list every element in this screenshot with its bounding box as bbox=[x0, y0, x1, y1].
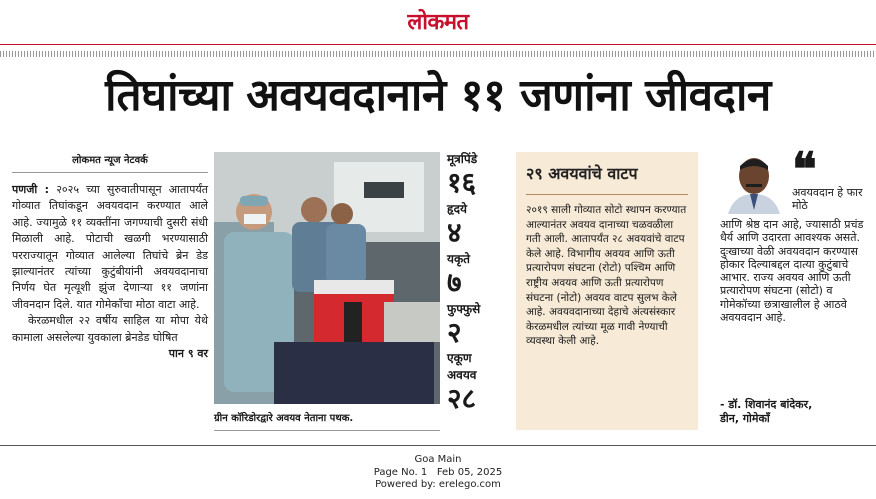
stat-label-kidneys: मूत्रपिंडे bbox=[447, 152, 478, 166]
stat-value-total: २८ bbox=[447, 382, 477, 415]
quote-lead: अवयवदान हे फार मोठे bbox=[792, 186, 863, 212]
stat-value-kidneys: १६ bbox=[447, 166, 477, 199]
stat-label-total-2: अवयव bbox=[447, 368, 477, 382]
portrait-image bbox=[726, 152, 782, 214]
stat-value-livers: ७ bbox=[447, 266, 462, 299]
organ-stats bbox=[447, 150, 511, 416]
quote-mark-icon: ❝ bbox=[792, 142, 817, 196]
headline: तिघांच्या अवयवदानाने ११ जणांना जीवदान bbox=[105, 70, 771, 121]
caption-rule bbox=[214, 430, 440, 431]
stat-value-hearts: ४ bbox=[447, 216, 462, 249]
byline-rule bbox=[12, 172, 208, 173]
stat-label-lungs: फुफ्फुसे bbox=[447, 302, 481, 316]
quote-author-title: डीन, गोमेकॉं bbox=[720, 412, 770, 425]
stat-label-livers: यकृते bbox=[447, 252, 471, 266]
stat-label-hearts: हृदये bbox=[447, 202, 467, 216]
sidebar-box-rule bbox=[526, 194, 688, 195]
continued-on[interactable]: पान ९ वर bbox=[168, 347, 208, 361]
article-para-2: केरळमधील २२ वर्षीय साहिल या मोपा येथे कामाला असलेल्या युवकाला ब्रेनडेड घोषित bbox=[12, 314, 208, 344]
photo-caption: ग्रीन कॉरिडोरद्वारे अवयव नेताना पथक. bbox=[214, 413, 354, 424]
lokmat-logo: लोकमत bbox=[407, 10, 469, 35]
masthead bbox=[0, 6, 876, 36]
stat-value-lungs: २ bbox=[447, 316, 462, 349]
footer-edition: Goa Main bbox=[414, 454, 462, 465]
footer-powered[interactable]: Powered by: erelego.com bbox=[375, 479, 501, 490]
ambulance-scene-image bbox=[214, 152, 440, 404]
article-para-1-text: २०२५ च्या सुरुवातीपासून आतापर्यंत गोव्यात तिघांकडून अवयवदान करण्यात आले आहे. ज्यामुळे ११ व्यक्तींना जगण्याची दुसरी संधी मिळाली आहे. पोटाची खळगी भरण्यासाठी परराज्यातून गोव्यात आलेल्या तिघांचे ब्रेन डेड झाल्यानंतर त्यांच्या कुटुंबीयांनी अवयवदानाचा निर्णय घेत मृत्यूशी झुंज देणाऱ्या ११ जणांना जीवनदान दिले. यात गोमेकॉंचा मोठा वाटा आहे. bbox=[12, 183, 208, 311]
footer-rule bbox=[0, 445, 876, 446]
masthead-rule bbox=[0, 44, 876, 45]
sidebar-box-text: २०१९ साली गोव्यात सोटो स्थापन करण्यात आल्यानंतर अवयव दानाच्या चळवळीला गती आली. आतापर्यंत २८ अवयवांचे वाटप केले आहे. विभागीय अवयव आणि ऊती प्रत्यारोपण संघटना (रोटो) पश्चिम आणि राष्ट्रीय अवयव आणि ऊती प्रत्यारोपण संघटना (नोटो) अवयव वाटप सुलभ केले आहे. अवयवदानाच्या देहाचे अंत्यसंस्कार केरळमधील त्यांच्या मूळ गावी नेण्याची व्यवस्था केली आहे. bbox=[526, 204, 687, 348]
quote-attribution bbox=[720, 398, 874, 426]
sidebar-box-title: २९ अवयवांचे वाटप bbox=[526, 164, 638, 183]
footer-page-line bbox=[0, 467, 876, 480]
dean-portrait bbox=[726, 152, 782, 214]
dateline: पणजी : bbox=[12, 183, 50, 196]
byline: लोकमत न्यूज नेटवर्क bbox=[72, 155, 148, 166]
news-photo bbox=[214, 152, 440, 404]
hatch-divider bbox=[0, 51, 876, 57]
footer-page: Page No. 1 bbox=[373, 466, 428, 478]
footer-date: Feb 05, 2025 bbox=[436, 466, 503, 478]
stat-label-total-1: एकूण bbox=[447, 351, 472, 365]
quote-body: आणि श्रेष्ठ दान आहे, ज्यासाठी प्रचंड धैर्य आणि उदारता आवश्यक असते. दुःखाच्या वेळी अवयवदान करण्यास होकार दिल्याबद्दल दात्या कुटुंबाचे आभार. राज्य अवयव आणि ऊती प्रत्यारोपण संघटना (सोटो) व गोमेकॉच्या छत्राखालील हे आठवे अवयवदान आहे. bbox=[720, 218, 864, 325]
continuation-row bbox=[12, 346, 208, 362]
quote-author: - डॉ. शिवानंद बांदेकर, bbox=[720, 398, 813, 411]
article-body bbox=[12, 182, 208, 362]
article-para-1 bbox=[12, 182, 208, 313]
sidebar-box bbox=[516, 152, 698, 430]
footer bbox=[0, 454, 876, 492]
